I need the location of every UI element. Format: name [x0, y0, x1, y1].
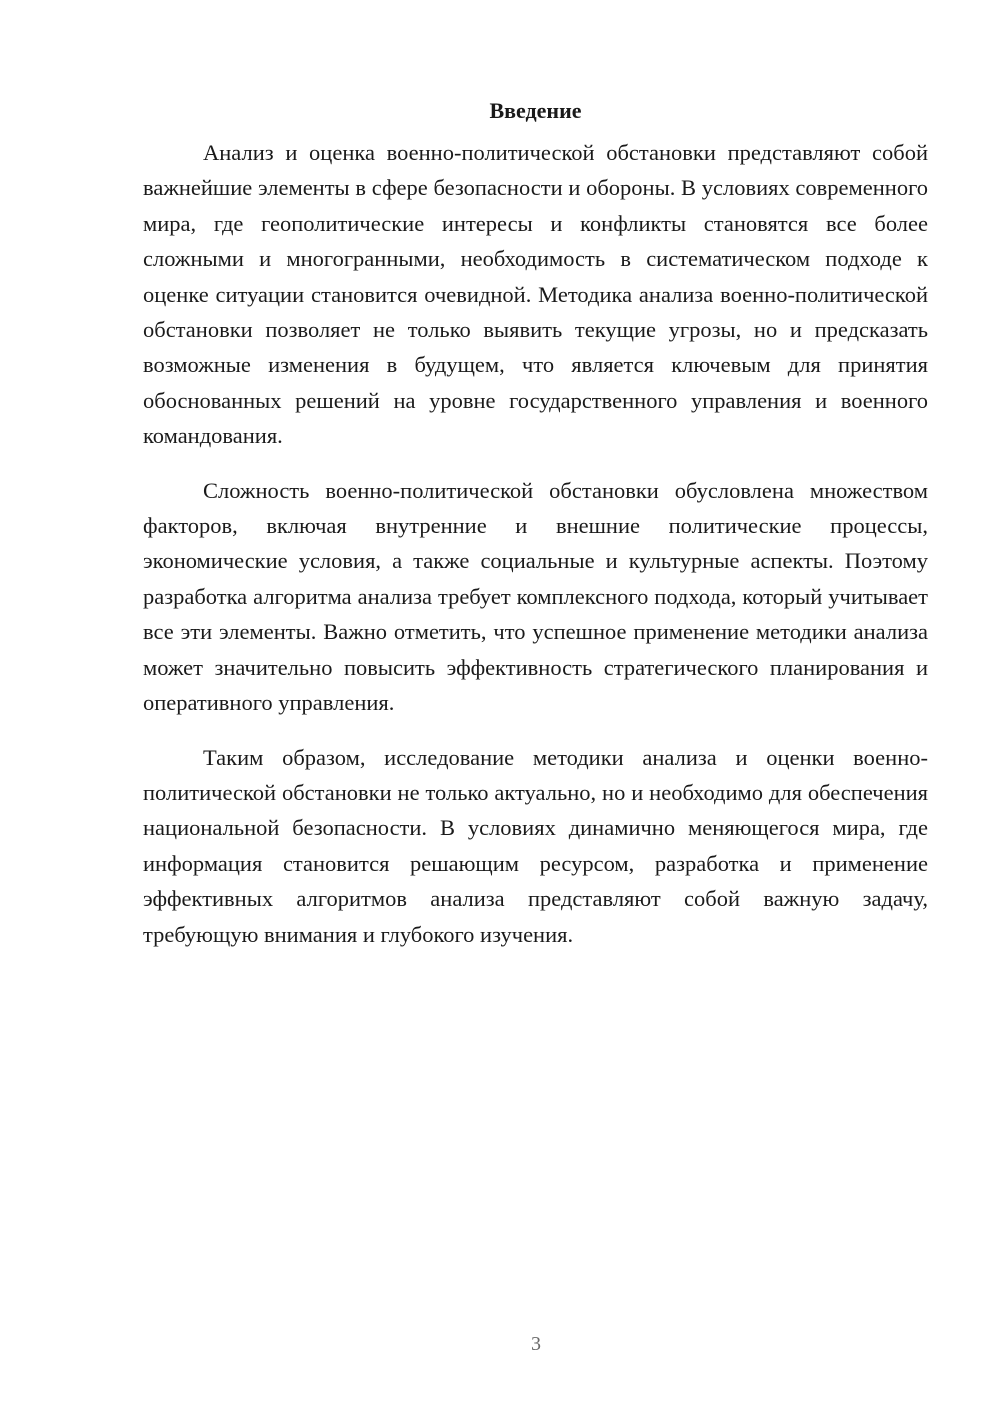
paragraph-1: Анализ и оценка военно-политической обстановки представляют собой важнейшие элементы в сфере безопасности и обороны. В условиях современного мира, где геополитические интересы и конфликты становятся все более сложными и многогранными, необходимость в систематическом подходе к оценке ситуации становится очевидной. Методика анализа военно-политической обстановки позволяет не только выявить текущие угрозы, но и предсказать возможные изменения в будущем, что является ключевым для принятия обоснованных решений на уровне государственного управления и военного командования.: [143, 140, 928, 449]
section-heading: Введение: [489, 98, 582, 123]
page-content: [143, 96, 928, 971]
paragraph-3: Таким образом, исследование методики анализа и оценки военно-политической обстановки не только актуально, но и необходимо для обеспечения национальной безопасности. В условиях динамично меняющегося мира, где информация становится решающим ресурсом, разработка и применение эффективных алгоритмов анализа представляют собой важную задачу, требующую внимания и глубокого изучения.: [143, 744, 928, 947]
paragraph-2: Сложность военно-политической обстановки обусловлена множеством факторов, включая внутренние и внешние политические процессы, экономические условия, а также социальные и культурные аспекты. Поэтому разработка алгоритма анализа требует комплексного подхода, который учитывает все эти элементы. Важно отметить, что успешное применение методики анализа может значительно повысить эффективность стратегического планирования и оперативного управления.: [143, 477, 928, 716]
page-number: 3: [531, 1333, 541, 1355]
